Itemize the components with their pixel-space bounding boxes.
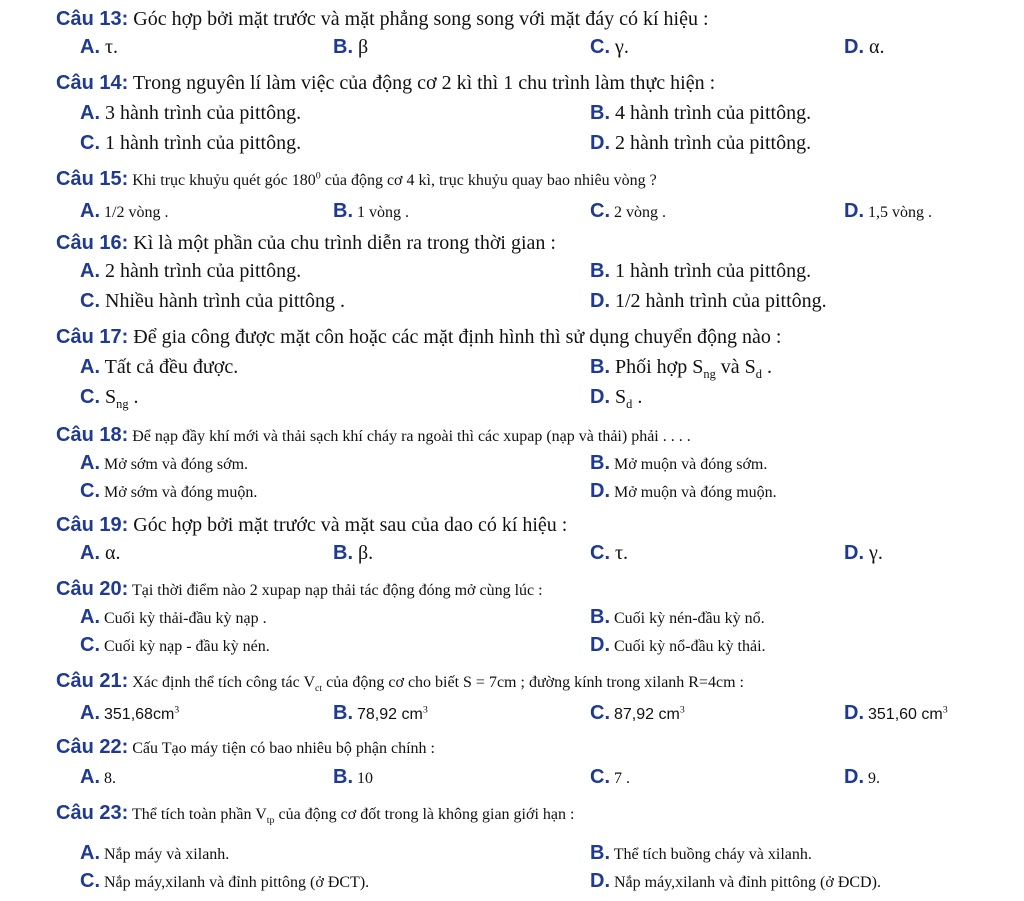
option-b[interactable]: B. 1 vòng .: [333, 200, 409, 222]
option-d[interactable]: D. $S_d$ .: [590, 386, 643, 411]
question-18: [56, 424, 691, 447]
question-15: [56, 168, 657, 191]
question-14: [56, 72, 715, 95]
question-text: Tại thời điểm nào 2 xupap nạp thải tác động đóng mở cùng lúc :: [131, 582, 543, 599]
question-text: Khi trục khuỷu quét góc $180^0$ của động cơ 4 kì, trục khuỷu quay bao nhiêu vòng ?: [132, 170, 657, 189]
question-label: Câu 19:: [56, 514, 129, 536]
option-c[interactable]: C. 2 vòng .: [590, 200, 666, 222]
question-23: [56, 802, 574, 826]
option-d[interactable]: D. γ.: [844, 542, 883, 564]
option-c[interactable]: C. Nhiều hành trình của pittông .: [80, 290, 345, 312]
question-17: [56, 326, 781, 349]
question-label: Câu 23:: [56, 802, 129, 824]
question-label: Câu 14:: [56, 72, 129, 94]
option-b[interactable]: B. Cuối kỳ nén-đầu kỳ nổ.: [590, 606, 765, 628]
question-text: Góc hợp bởi mặt trước và mặt phẳng song song với mặt đáy có kí hiệu :: [133, 8, 709, 30]
option-a[interactable]: A. 8.: [80, 766, 116, 788]
question-label: Câu 15:: [56, 168, 129, 190]
option-c[interactable]: C. 7 .: [590, 766, 630, 788]
option-b[interactable]: B. β.: [333, 542, 374, 564]
question-label: Câu 22:: [56, 736, 129, 758]
question-22: [56, 736, 435, 759]
question-text: Để gia công được mặt côn hoặc các mặt định hình thì sử dụng chuyển động nào :: [133, 326, 782, 348]
question-text: Để nạp đầy khí mới và thải sạch khí cháy ra ngoài thì các xupap (nạp và thải) phải . . . .: [132, 428, 691, 445]
option-b[interactable]: B. Thể tích buồng cháy và xilanh.: [590, 842, 812, 864]
option-c[interactable]: C. τ.: [590, 542, 629, 564]
option-a[interactable]: A. $351,68cm^3$: [80, 702, 180, 724]
question-21: [56, 670, 744, 694]
option-c[interactable]: C. 87,92 $cm^3$: [590, 702, 685, 724]
question-label: Câu 16:: [56, 232, 129, 254]
question-label: Câu 21:: [56, 670, 129, 692]
option-b[interactable]: B. Phối hợp $S_{ng}$ và $S_d$ .: [590, 356, 772, 381]
question-text: Xác định thể tích công tác $V_{ct}$ của động cơ cho biết S = 7cm ; đường kính trong xilanh R=4cm :: [132, 674, 744, 695]
option-c[interactable]: C. $S_{ng}$ .: [80, 386, 139, 411]
question-text: Thể tích toàn phần $V_{tp}$ của động cơ đốt trong là không gian giới hạn :: [131, 806, 575, 827]
question-label: Câu 17:: [56, 326, 129, 348]
option-c[interactable]: C. Mở sớm và đóng muộn.: [80, 480, 258, 502]
option-c[interactable]: C. 1 hành trình của pittông.: [80, 132, 302, 154]
option-c[interactable]: C. Nắp máy,xilanh và đỉnh pittông (ở ĐCT).: [80, 870, 370, 892]
question-13: [56, 8, 709, 31]
option-d[interactable]: D. Mở muộn và đóng muộn.: [590, 480, 777, 502]
option-d[interactable]: D. 1/2 hành trình của pittông.: [590, 290, 827, 312]
option-a[interactable]: A. Cuối kỳ thải-đầu kỳ nạp .: [80, 606, 267, 628]
option-a[interactable]: A. τ.: [80, 36, 119, 58]
question-label: Câu 18:: [56, 424, 129, 446]
question-label: Câu 20:: [56, 578, 129, 600]
question-16: [56, 232, 556, 255]
option-d[interactable]: D. α.: [844, 36, 885, 58]
option-a[interactable]: A. α.: [80, 542, 121, 564]
question-text: Cấu Tạo máy tiện có bao nhiêu bộ phận chính :: [132, 740, 435, 757]
option-d[interactable]: D. 2 hành trình của pittông.: [590, 132, 812, 154]
question-text: Trong nguyên lí làm việc của động cơ 2 kì thì 1 chu trình làm thực hiện :: [132, 72, 716, 94]
option-a[interactable]: A. Nắp máy và xilanh.: [80, 842, 230, 864]
option-a[interactable]: A. Tất cả đều được.: [80, 356, 239, 378]
question-label: Câu 13:: [56, 8, 129, 30]
option-b[interactable]: B. 10: [333, 766, 373, 788]
option-b[interactable]: B. Mở muộn và đóng sớm.: [590, 452, 768, 474]
option-b[interactable]: B. 78,92 $cm^3$: [333, 702, 428, 724]
option-d[interactable]: D. Nắp máy,xilanh và đỉnh pittông (ở ĐCD).: [590, 870, 881, 892]
question-text: Kì là một phần của chu trình diễn ra trong thời gian :: [133, 232, 556, 254]
option-a[interactable]: A. 1/2 vòng .: [80, 200, 169, 222]
option-b[interactable]: B. 4 hành trình của pittông.: [590, 102, 812, 124]
option-b[interactable]: B. β: [333, 36, 369, 58]
question-19: [56, 514, 567, 537]
option-d[interactable]: D. 351,60 $cm^3$: [844, 702, 948, 724]
option-a[interactable]: A. Mở sớm và đóng sớm.: [80, 452, 249, 474]
question-text: Góc hợp bởi mặt trước và mặt sau của dao có kí hiệu :: [133, 514, 568, 536]
option-a[interactable]: A. 2 hành trình của pittông.: [80, 260, 302, 282]
option-c[interactable]: C. γ.: [590, 36, 629, 58]
option-d[interactable]: D. 9.: [844, 766, 880, 788]
option-c[interactable]: C. Cuối kỳ nạp - đầu kỳ nén.: [80, 634, 270, 656]
option-d[interactable]: D. 1,5 vòng .: [844, 200, 932, 222]
option-b[interactable]: B. 1 hành trình của pittông.: [590, 260, 812, 282]
option-a[interactable]: A. 3 hành trình của pittông.: [80, 102, 302, 124]
option-d[interactable]: D. Cuối kỳ nổ-đầu kỳ thải.: [590, 634, 766, 656]
question-20: [56, 578, 543, 601]
